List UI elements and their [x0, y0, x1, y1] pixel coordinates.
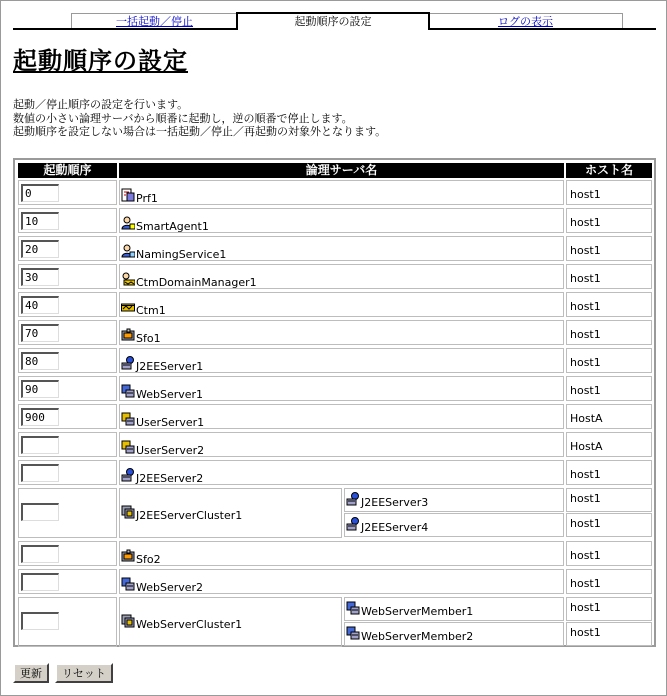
host-name: HostA	[570, 412, 603, 425]
host-name: host1	[570, 300, 601, 313]
host-name: host1	[570, 549, 601, 562]
web-server-icon	[121, 577, 136, 594]
server-cell	[119, 236, 564, 261]
order-cell	[18, 180, 117, 205]
server-label: J2EEServerCluster1	[136, 509, 243, 522]
server-label: NamingService1	[136, 248, 227, 261]
server-label: J2EEServer2	[136, 472, 204, 485]
user-server-icon	[121, 440, 136, 457]
server-cell	[119, 208, 564, 233]
web-server-icon	[121, 384, 136, 401]
server-label: SmartAgent1	[136, 220, 209, 233]
order-cell	[18, 597, 117, 647]
user-server-icon	[121, 412, 136, 429]
server-name	[121, 577, 203, 594]
server-name	[121, 216, 209, 233]
host-name: host1	[570, 216, 601, 229]
prf-icon	[121, 188, 136, 205]
sfo-icon	[121, 549, 136, 566]
j2ee-server-icon	[121, 356, 136, 373]
server-name	[121, 300, 166, 317]
server-name	[346, 601, 473, 618]
server-label: WebServerCluster1	[136, 618, 243, 631]
host-name: host1	[570, 188, 601, 201]
server-cell	[119, 348, 564, 373]
order-input[interactable]	[21, 324, 59, 342]
j2ee-server-icon	[346, 517, 361, 534]
host-name: host1	[570, 244, 601, 257]
order-cell	[18, 208, 117, 233]
server-name	[121, 188, 158, 205]
tab-batch-start-stop[interactable]	[71, 13, 238, 29]
tab-bar	[13, 12, 656, 30]
server-cell	[119, 264, 564, 289]
header-host: ホスト名	[566, 163, 652, 178]
server-name	[121, 384, 203, 401]
server-name	[121, 549, 161, 566]
host-cell	[566, 460, 652, 485]
order-cell	[18, 460, 117, 485]
order-input[interactable]	[21, 268, 59, 286]
server-label: UserServer1	[136, 416, 205, 429]
order-input[interactable]	[21, 464, 59, 482]
server-label: WebServerMember1	[361, 605, 474, 618]
server-name	[346, 492, 428, 509]
host-cell	[566, 569, 652, 594]
web-server-icon	[346, 626, 361, 643]
server-name	[121, 328, 161, 345]
server-label: WebServer1	[136, 388, 204, 401]
description-line: 起動／停止順序の設定を行います。	[13, 98, 189, 111]
order-cell	[18, 432, 117, 457]
host-cell	[566, 208, 652, 233]
order-cell	[18, 320, 117, 345]
server-cell	[119, 376, 564, 401]
host-name: HostA	[570, 440, 603, 453]
host-cell	[566, 404, 652, 429]
smart-agent-icon	[121, 216, 136, 233]
order-input[interactable]	[21, 503, 59, 521]
server-name	[346, 626, 473, 643]
member-host-cell	[566, 597, 652, 621]
server-cell	[119, 292, 564, 317]
order-cell	[18, 236, 117, 261]
ctm-domain-manager-icon	[121, 272, 136, 289]
order-input[interactable]	[21, 240, 59, 258]
host-cell	[566, 236, 652, 261]
host-cell	[566, 180, 652, 205]
server-label: WebServer2	[136, 581, 204, 594]
order-input[interactable]	[21, 352, 59, 370]
server-name	[121, 412, 204, 429]
host-cell	[566, 432, 652, 457]
order-cell	[18, 569, 117, 594]
host-name: host1	[570, 356, 601, 369]
order-cell	[18, 404, 117, 429]
server-label: J2EEServer3	[361, 496, 429, 509]
server-cell	[119, 320, 564, 345]
host-cell	[566, 541, 652, 566]
server-cell	[119, 460, 564, 485]
server-name	[121, 272, 257, 289]
host-name: host1	[570, 492, 601, 505]
tab-batch-start-stop-link[interactable]: 一括起動／停止	[116, 15, 193, 28]
host-name: host1	[570, 601, 601, 614]
host-name: host1	[570, 626, 601, 639]
server-name	[121, 505, 242, 522]
member-server-cell	[344, 597, 564, 621]
ctm-icon	[121, 300, 136, 317]
header-order: 起動順序	[18, 163, 117, 178]
host-name: host1	[570, 517, 601, 530]
tab-startup-order-label: 起動順序の設定	[294, 15, 372, 28]
server-label: Ctm1	[136, 304, 166, 317]
member-host-cell	[566, 513, 652, 537]
host-cell	[566, 376, 652, 401]
tab-startup-order[interactable]	[236, 12, 430, 30]
cluster-name-cell	[119, 488, 342, 538]
startup-order-table	[13, 158, 656, 647]
order-input[interactable]	[21, 545, 59, 563]
tab-log-view-link[interactable]: ログの表示	[498, 15, 553, 28]
naming-service-icon	[121, 244, 136, 261]
server-cell	[119, 569, 564, 594]
host-cell	[566, 320, 652, 345]
server-label: WebServerMember2	[361, 630, 474, 643]
order-input[interactable]	[21, 436, 59, 454]
server-cell	[119, 404, 564, 429]
host-cell	[566, 292, 652, 317]
cluster-name-cell	[119, 597, 342, 647]
server-name	[121, 468, 203, 485]
server-name	[121, 440, 204, 457]
web-server-icon	[346, 601, 361, 618]
header-server: 論理サーバ名	[119, 163, 564, 178]
member-host-cell	[566, 488, 652, 512]
host-name: host1	[570, 272, 601, 285]
server-cell	[119, 432, 564, 457]
order-cell	[18, 348, 117, 373]
j2ee-server-icon	[346, 492, 361, 509]
server-label: Sfo1	[136, 332, 161, 345]
order-cell	[18, 376, 117, 401]
server-label: Prf1	[136, 192, 158, 205]
host-cell	[566, 348, 652, 373]
host-name: host1	[570, 577, 601, 590]
tab-log-view[interactable]	[428, 13, 623, 29]
description	[13, 98, 386, 139]
order-cell	[18, 541, 117, 566]
order-cell	[18, 264, 117, 289]
server-cell	[119, 180, 564, 205]
j2ee-server-icon	[121, 468, 136, 485]
cluster-icon	[121, 505, 136, 522]
server-label: UserServer2	[136, 444, 205, 457]
description-line: 起動順序を設定しない場合は一括起動／停止／再起動の対象外となります。	[13, 125, 387, 138]
page-title: 起動順序の設定	[13, 47, 188, 75]
host-name: host1	[570, 384, 601, 397]
server-label: J2EEServer4	[361, 521, 429, 534]
member-server-cell	[344, 488, 564, 512]
description-line: 数値の小さい論理サーバから順番に起動し，逆の順番で停止します。	[13, 111, 353, 125]
host-name: host1	[570, 468, 601, 481]
order-input[interactable]	[21, 573, 59, 591]
member-server-cell	[344, 622, 564, 646]
order-cell	[18, 292, 117, 317]
server-label: Sfo2	[136, 553, 161, 566]
server-cell	[119, 541, 564, 566]
server-name	[121, 244, 226, 261]
order-input[interactable]	[21, 612, 59, 630]
order-cell	[18, 488, 117, 538]
server-name	[121, 356, 203, 373]
order-input[interactable]	[21, 184, 59, 202]
order-input[interactable]	[21, 380, 59, 398]
server-name	[121, 614, 242, 631]
reset-button[interactable]: リセット	[55, 663, 113, 683]
sfo-icon	[121, 328, 136, 345]
order-input[interactable]	[21, 296, 59, 314]
server-label: J2EEServer1	[136, 360, 204, 373]
server-label: CtmDomainManager1	[136, 276, 257, 289]
cluster-icon	[121, 614, 136, 631]
host-name: host1	[570, 328, 601, 341]
member-host-cell	[566, 622, 652, 646]
host-cell	[566, 264, 652, 289]
server-name	[346, 517, 428, 534]
order-input[interactable]	[21, 408, 59, 426]
update-button[interactable]: 更新	[13, 663, 49, 683]
order-input[interactable]	[21, 212, 59, 230]
member-server-cell	[344, 513, 564, 537]
